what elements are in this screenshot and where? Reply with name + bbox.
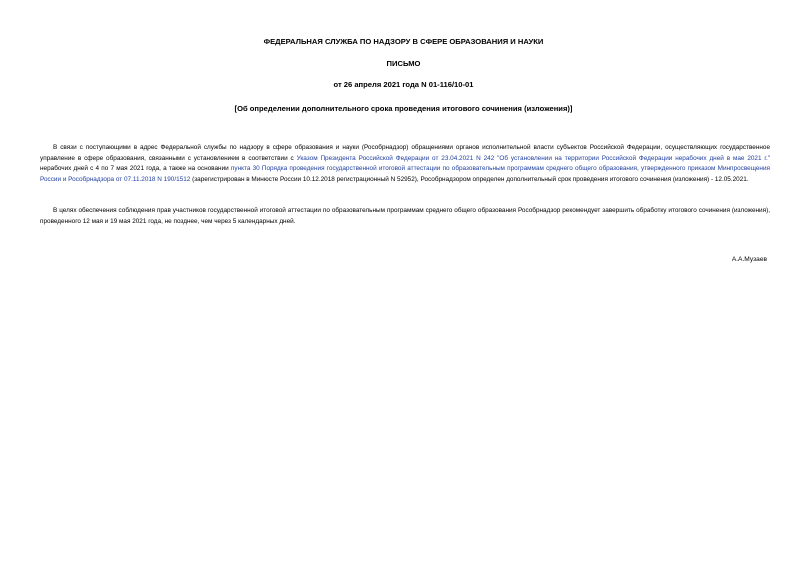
paragraph-1-text-b: нерабочих дней с 4 по 7 мая 2021 года, а также на основании (40, 165, 231, 172)
document-date-number: от 26 апреля 2021 года N 01-116/10-01 (333, 80, 474, 89)
body-paragraph-2 (40, 206, 770, 227)
procedure-link[interactable]: пункта 30 Порядка проведения государственной итоговой аттестации по образовательным программам среднего общего образования, утвержденного приказом Минпросвещения России и Рособрнадзора от 07.11.2018 N 190/1512 (40, 165, 770, 183)
document-type: ПИСЬМО (386, 59, 421, 68)
body-paragraph-1 (40, 143, 770, 185)
agency-title: ФЕДЕРАЛЬНАЯ СЛУЖБА ПО НАДЗОРУ В СФЕРЕ ОБРАЗОВАНИЯ И НАУКИ (263, 37, 544, 46)
paragraph-1-text-a: В связи с поступающими в адрес Федеральной службы по надзору в сфере образования и науки (Рособрнадзор) обращениями органов исполнительной власти субъектов Российской Федерации, осуществляющих государственное управление в сфере образования, связанными с установлением в соответствии с (40, 144, 770, 162)
paragraph-2-text: В целях обеспечения соблюдения прав участников государственной итоговой аттестации по образовательным программам среднего общего образования Рособрнадзор рекомендует завершить обработку итогового сочинения (изложения), проведенного 12 мая и 19 мая 2021 года, не позднее, чем через 5 календарных дней. (40, 207, 770, 225)
document-subject: [Об определении дополнительного срока проведения итогового сочинения (изложения)] (234, 104, 573, 113)
paragraph-1-text-c: (зарегистрирован в Минюсте России 10.12.2018 регистрационный N 52952), Рособрнадзором определен дополнительный срок проведения итогового сочинения (изложения) - 12.05.2021. (190, 175, 749, 183)
signature: А.А.Музаев (731, 256, 767, 263)
decree-link[interactable]: Указом Президента Российской Федерации от 23.04.2021 N 242 "Об установлении на территории Российской Федерации нерабочих дней в мае 2021 г." (296, 154, 770, 162)
